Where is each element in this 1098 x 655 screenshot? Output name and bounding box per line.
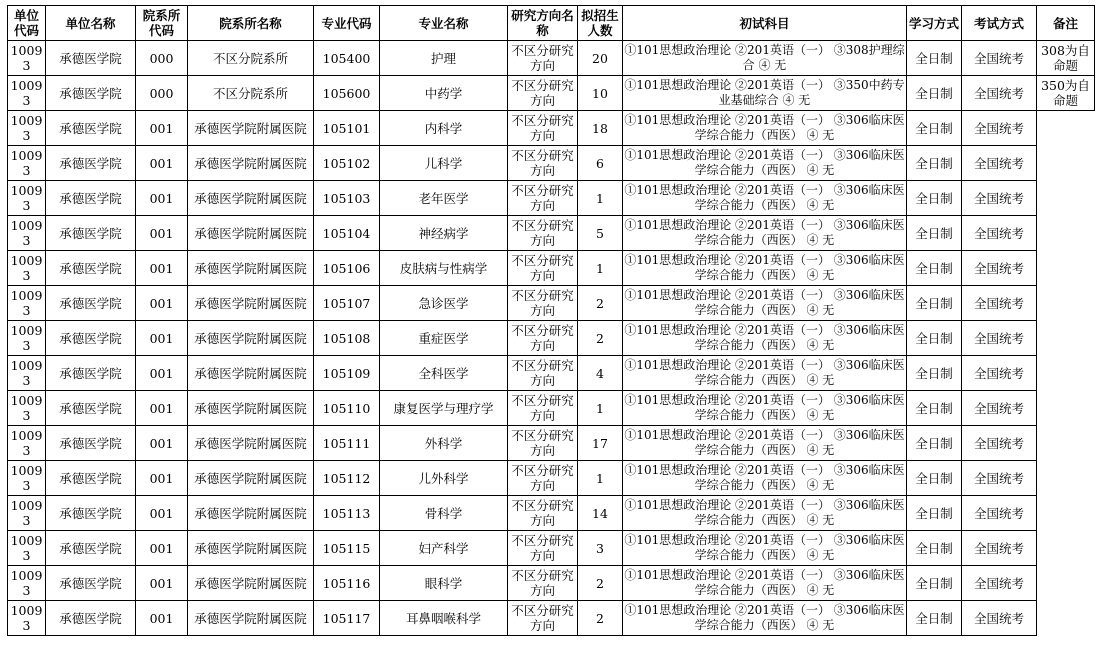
- cell-direction: 不区分研究方向: [508, 216, 578, 251]
- cell-major-name: 急诊医学: [380, 286, 508, 321]
- cell-dept-code: 001: [136, 426, 188, 461]
- cell-dept-name: 承德医学院附属医院: [188, 181, 314, 216]
- cell-study-mode: 全日制: [907, 566, 962, 601]
- cell-exam-mode: 全国统考: [962, 146, 1037, 181]
- cell-major-name: 儿科学: [380, 146, 508, 181]
- cell-major-name: 护理: [380, 41, 508, 76]
- cell-note: [1037, 391, 1095, 426]
- cell-exam-mode: 全国统考: [962, 496, 1037, 531]
- cell-direction: 不区分研究方向: [508, 496, 578, 531]
- cell-exam-mode: 全国统考: [962, 181, 1037, 216]
- table-row: [8, 321, 1095, 356]
- cell-major-name: 全科医学: [380, 356, 508, 391]
- cell-major-code: 105102: [314, 146, 380, 181]
- cell-subjects: ①101思想政治理论 ②201英语（一） ③306临床医学综合能力（西医） ④ 无: [623, 321, 907, 356]
- cell-dept-name: 承德医学院附属医院: [188, 531, 314, 566]
- cell-plan: 5: [578, 216, 623, 251]
- cell-major-code: 105108: [314, 321, 380, 356]
- cell-exam-mode: 全国统考: [962, 391, 1037, 426]
- cell-dept-code: 000: [136, 41, 188, 76]
- header-study-mode: 学习方式: [907, 6, 962, 41]
- cell-dept-name: 承德医学院附属医院: [188, 216, 314, 251]
- table-row: [8, 181, 1095, 216]
- cell-unit-code: 10093: [8, 321, 46, 356]
- cell-major-name: 皮肤病与性病学: [380, 251, 508, 286]
- cell-subjects: ①101思想政治理论 ②201英语（一） ③306临床医学综合能力（西医） ④ 无: [623, 601, 907, 636]
- cell-plan: 20: [578, 41, 623, 76]
- cell-unit-name: 承德医学院: [46, 216, 136, 251]
- cell-note: [1037, 216, 1095, 251]
- cell-unit-name: 承德医学院: [46, 531, 136, 566]
- cell-major-code: 105107: [314, 286, 380, 321]
- table-row: [8, 76, 1095, 111]
- admissions-table: [7, 5, 1095, 636]
- cell-unit-name: 承德医学院: [46, 391, 136, 426]
- cell-dept-code: 001: [136, 531, 188, 566]
- cell-study-mode: 全日制: [907, 356, 962, 391]
- cell-direction: 不区分研究方向: [508, 146, 578, 181]
- cell-subjects: ①101思想政治理论 ②201英语（一） ③306临床医学综合能力（西医） ④ 无: [623, 356, 907, 391]
- cell-subjects: ①101思想政治理论 ②201英语（一） ③306临床医学综合能力（西医） ④ 无: [623, 496, 907, 531]
- cell-unit-code: 10093: [8, 41, 46, 76]
- cell-dept-name: 承德医学院附属医院: [188, 601, 314, 636]
- cell-plan: 2: [578, 566, 623, 601]
- cell-unit-name: 承德医学院: [46, 286, 136, 321]
- cell-study-mode: 全日制: [907, 181, 962, 216]
- cell-dept-name: 承德医学院附属医院: [188, 566, 314, 601]
- cell-plan: 10: [578, 76, 623, 111]
- cell-dept-code: 000: [136, 76, 188, 111]
- cell-note: [1037, 426, 1095, 461]
- cell-plan: 1: [578, 461, 623, 496]
- cell-unit-name: 承德医学院: [46, 461, 136, 496]
- cell-note: [1037, 601, 1095, 636]
- cell-dept-code: 001: [136, 461, 188, 496]
- cell-unit-code: 10093: [8, 286, 46, 321]
- cell-dept-name: 承德医学院附属医院: [188, 286, 314, 321]
- cell-plan: 6: [578, 146, 623, 181]
- cell-dept-name: 承德医学院附属医院: [188, 461, 314, 496]
- cell-major-name: 外科学: [380, 426, 508, 461]
- cell-unit-name: 承德医学院: [46, 356, 136, 391]
- cell-major-name: 神经病学: [380, 216, 508, 251]
- table-body: [8, 41, 1095, 636]
- cell-dept-name: 承德医学院附属医院: [188, 146, 314, 181]
- cell-subjects: ①101思想政治理论 ②201英语（一） ③306临床医学综合能力（西医） ④ 无: [623, 566, 907, 601]
- cell-study-mode: 全日制: [907, 601, 962, 636]
- cell-note: [1037, 531, 1095, 566]
- cell-major-name: 眼科学: [380, 566, 508, 601]
- cell-plan: 2: [578, 286, 623, 321]
- cell-study-mode: 全日制: [907, 286, 962, 321]
- table-row: [8, 461, 1095, 496]
- header-exam-mode: 考试方式: [962, 6, 1037, 41]
- cell-major-name: 康复医学与理疗学: [380, 391, 508, 426]
- header-dept-name: 院系所名称: [188, 6, 314, 41]
- cell-dept-code: 001: [136, 286, 188, 321]
- cell-study-mode: 全日制: [907, 496, 962, 531]
- cell-note: 350为自命题: [1037, 76, 1095, 111]
- cell-major-code: 105103: [314, 181, 380, 216]
- cell-unit-code: 10093: [8, 251, 46, 286]
- cell-direction: 不区分研究方向: [508, 41, 578, 76]
- header-unit-code: 单位代码: [8, 6, 46, 41]
- cell-direction: 不区分研究方向: [508, 356, 578, 391]
- cell-unit-name: 承德医学院: [46, 321, 136, 356]
- cell-direction: 不区分研究方向: [508, 426, 578, 461]
- cell-dept-code: 001: [136, 356, 188, 391]
- cell-subjects: ①101思想政治理论 ②201英语（一） ③350中药专业基础综合 ④ 无: [623, 76, 907, 111]
- cell-dept-code: 001: [136, 216, 188, 251]
- cell-unit-name: 承德医学院: [46, 76, 136, 111]
- cell-exam-mode: 全国统考: [962, 566, 1037, 601]
- cell-subjects: ①101思想政治理论 ②201英语（一） ③306临床医学综合能力（西医） ④ 无: [623, 181, 907, 216]
- header-plan: 拟招生人数: [578, 6, 623, 41]
- cell-direction: 不区分研究方向: [508, 76, 578, 111]
- cell-note: [1037, 111, 1095, 146]
- cell-unit-code: 10093: [8, 111, 46, 146]
- cell-dept-name: 承德医学院附属医院: [188, 321, 314, 356]
- cell-major-name: 妇产科学: [380, 531, 508, 566]
- cell-study-mode: 全日制: [907, 41, 962, 76]
- cell-dept-code: 001: [136, 566, 188, 601]
- table-row: [8, 286, 1095, 321]
- cell-unit-name: 承德医学院: [46, 111, 136, 146]
- cell-direction: 不区分研究方向: [508, 531, 578, 566]
- cell-note: [1037, 251, 1095, 286]
- cell-dept-code: 001: [136, 321, 188, 356]
- cell-subjects: ①101思想政治理论 ②201英语（一） ③306临床医学综合能力（西医） ④ 无: [623, 216, 907, 251]
- table-row: [8, 391, 1095, 426]
- cell-dept-code: 001: [136, 391, 188, 426]
- cell-study-mode: 全日制: [907, 146, 962, 181]
- cell-major-name: 老年医学: [380, 181, 508, 216]
- cell-subjects: ①101思想政治理论 ②201英语（一） ③306临床医学综合能力（西医） ④ 无: [623, 146, 907, 181]
- table-row: [8, 426, 1095, 461]
- cell-plan: 1: [578, 251, 623, 286]
- cell-exam-mode: 全国统考: [962, 41, 1037, 76]
- cell-unit-name: 承德医学院: [46, 146, 136, 181]
- header-direction: 研究方向名称: [508, 6, 578, 41]
- cell-note: [1037, 566, 1095, 601]
- table-row: [8, 566, 1095, 601]
- cell-dept-name: 承德医学院附属医院: [188, 391, 314, 426]
- cell-study-mode: 全日制: [907, 251, 962, 286]
- cell-unit-name: 承德医学院: [46, 41, 136, 76]
- cell-unit-name: 承德医学院: [46, 601, 136, 636]
- cell-direction: 不区分研究方向: [508, 566, 578, 601]
- cell-exam-mode: 全国统考: [962, 601, 1037, 636]
- cell-exam-mode: 全国统考: [962, 286, 1037, 321]
- cell-study-mode: 全日制: [907, 321, 962, 356]
- header-unit-name: 单位名称: [46, 6, 136, 41]
- cell-unit-code: 10093: [8, 216, 46, 251]
- cell-dept-code: 001: [136, 146, 188, 181]
- cell-dept-name: 承德医学院附属医院: [188, 111, 314, 146]
- cell-unit-name: 承德医学院: [46, 566, 136, 601]
- cell-unit-name: 承德医学院: [46, 496, 136, 531]
- cell-major-name: 中药学: [380, 76, 508, 111]
- cell-direction: 不区分研究方向: [508, 181, 578, 216]
- cell-note: [1037, 321, 1095, 356]
- cell-subjects: ①101思想政治理论 ②201英语（一） ③306临床医学综合能力（西医） ④ 无: [623, 251, 907, 286]
- table-row: [8, 216, 1095, 251]
- header-note: 备注: [1037, 6, 1095, 41]
- table-row: [8, 146, 1095, 181]
- cell-note: [1037, 496, 1095, 531]
- cell-unit-code: 10093: [8, 566, 46, 601]
- cell-major-name: 骨科学: [380, 496, 508, 531]
- cell-dept-name: 承德医学院附属医院: [188, 251, 314, 286]
- cell-major-code: 105400: [314, 41, 380, 76]
- cell-plan: 14: [578, 496, 623, 531]
- cell-major-code: 105104: [314, 216, 380, 251]
- cell-direction: 不区分研究方向: [508, 321, 578, 356]
- cell-plan: 3: [578, 531, 623, 566]
- table-header-row: [8, 6, 1095, 41]
- cell-major-code: 105110: [314, 391, 380, 426]
- cell-study-mode: 全日制: [907, 216, 962, 251]
- cell-study-mode: 全日制: [907, 111, 962, 146]
- cell-unit-code: 10093: [8, 601, 46, 636]
- cell-unit-name: 承德医学院: [46, 426, 136, 461]
- table-row: [8, 111, 1095, 146]
- cell-note: [1037, 146, 1095, 181]
- cell-exam-mode: 全国统考: [962, 111, 1037, 146]
- cell-note: [1037, 181, 1095, 216]
- cell-direction: 不区分研究方向: [508, 391, 578, 426]
- cell-subjects: ①101思想政治理论 ②201英语（一） ③306临床医学综合能力（西医） ④ 无: [623, 531, 907, 566]
- cell-unit-code: 10093: [8, 356, 46, 391]
- table-row: [8, 41, 1095, 76]
- cell-plan: 18: [578, 111, 623, 146]
- cell-major-code: 105109: [314, 356, 380, 391]
- cell-direction: 不区分研究方向: [508, 251, 578, 286]
- cell-major-code: 105600: [314, 76, 380, 111]
- cell-exam-mode: 全国统考: [962, 251, 1037, 286]
- cell-note: [1037, 286, 1095, 321]
- cell-major-code: 105111: [314, 426, 380, 461]
- header-subjects: 初试科目: [623, 6, 907, 41]
- cell-unit-code: 10093: [8, 181, 46, 216]
- cell-dept-name: 不区分院系所: [188, 76, 314, 111]
- cell-plan: 1: [578, 391, 623, 426]
- cell-exam-mode: 全国统考: [962, 356, 1037, 391]
- cell-subjects: ①101思想政治理论 ②201英语（一） ③306临床医学综合能力（西医） ④ 无: [623, 461, 907, 496]
- cell-plan: 2: [578, 321, 623, 356]
- cell-major-name: 重症医学: [380, 321, 508, 356]
- cell-dept-code: 001: [136, 251, 188, 286]
- cell-study-mode: 全日制: [907, 426, 962, 461]
- cell-plan: 1: [578, 181, 623, 216]
- cell-subjects: ①101思想政治理论 ②201英语（一） ③306临床医学综合能力（西医） ④ 无: [623, 111, 907, 146]
- cell-study-mode: 全日制: [907, 76, 962, 111]
- cell-study-mode: 全日制: [907, 461, 962, 496]
- cell-major-name: 儿外科学: [380, 461, 508, 496]
- cell-dept-code: 001: [136, 181, 188, 216]
- cell-subjects: ①101思想政治理论 ②201英语（一） ③306临床医学综合能力（西医） ④ 无: [623, 426, 907, 461]
- cell-exam-mode: 全国统考: [962, 76, 1037, 111]
- cell-dept-name: 承德医学院附属医院: [188, 496, 314, 531]
- cell-unit-code: 10093: [8, 461, 46, 496]
- cell-exam-mode: 全国统考: [962, 461, 1037, 496]
- cell-major-code: 105112: [314, 461, 380, 496]
- table-row: [8, 251, 1095, 286]
- cell-dept-code: 001: [136, 496, 188, 531]
- cell-exam-mode: 全国统考: [962, 531, 1037, 566]
- cell-dept-name: 承德医学院附属医院: [188, 426, 314, 461]
- header-major-code: 专业代码: [314, 6, 380, 41]
- cell-direction: 不区分研究方向: [508, 461, 578, 496]
- cell-major-name: 内科学: [380, 111, 508, 146]
- cell-note: [1037, 356, 1095, 391]
- cell-subjects: ①101思想政治理论 ②201英语（一） ③306临床医学综合能力（西医） ④ 无: [623, 286, 907, 321]
- cell-direction: 不区分研究方向: [508, 286, 578, 321]
- header-dept-code: 院系所代码: [136, 6, 188, 41]
- cell-exam-mode: 全国统考: [962, 321, 1037, 356]
- cell-unit-code: 10093: [8, 391, 46, 426]
- cell-dept-name: 不区分院系所: [188, 41, 314, 76]
- cell-unit-name: 承德医学院: [46, 181, 136, 216]
- cell-unit-code: 10093: [8, 496, 46, 531]
- cell-plan: 4: [578, 356, 623, 391]
- cell-major-code: 105113: [314, 496, 380, 531]
- cell-subjects: ①101思想政治理论 ②201英语（一） ③306临床医学综合能力（西医） ④ 无: [623, 391, 907, 426]
- cell-unit-code: 10093: [8, 426, 46, 461]
- cell-dept-code: 001: [136, 111, 188, 146]
- cell-subjects: ①101思想政治理论 ②201英语（一） ③308护理综合 ④ 无: [623, 41, 907, 76]
- cell-study-mode: 全日制: [907, 531, 962, 566]
- cell-note: 308为自命题: [1037, 41, 1095, 76]
- cell-major-name: 耳鼻咽喉科学: [380, 601, 508, 636]
- cell-dept-name: 承德医学院附属医院: [188, 356, 314, 391]
- cell-exam-mode: 全国统考: [962, 216, 1037, 251]
- cell-unit-code: 10093: [8, 531, 46, 566]
- cell-major-code: 105116: [314, 566, 380, 601]
- cell-direction: 不区分研究方向: [508, 601, 578, 636]
- table-row: [8, 601, 1095, 636]
- cell-major-code: 105117: [314, 601, 380, 636]
- header-major-name: 专业名称: [380, 6, 508, 41]
- cell-dept-code: 001: [136, 601, 188, 636]
- table-row: [8, 531, 1095, 566]
- cell-major-code: 105115: [314, 531, 380, 566]
- cell-major-code: 105101: [314, 111, 380, 146]
- cell-plan: 17: [578, 426, 623, 461]
- cell-unit-code: 10093: [8, 146, 46, 181]
- table-row: [8, 356, 1095, 391]
- cell-plan: 2: [578, 601, 623, 636]
- cell-study-mode: 全日制: [907, 391, 962, 426]
- cell-unit-name: 承德医学院: [46, 251, 136, 286]
- cell-note: [1037, 461, 1095, 496]
- cell-unit-code: 10093: [8, 76, 46, 111]
- cell-direction: 不区分研究方向: [508, 111, 578, 146]
- table-row: [8, 496, 1095, 531]
- cell-major-code: 105106: [314, 251, 380, 286]
- cell-exam-mode: 全国统考: [962, 426, 1037, 461]
